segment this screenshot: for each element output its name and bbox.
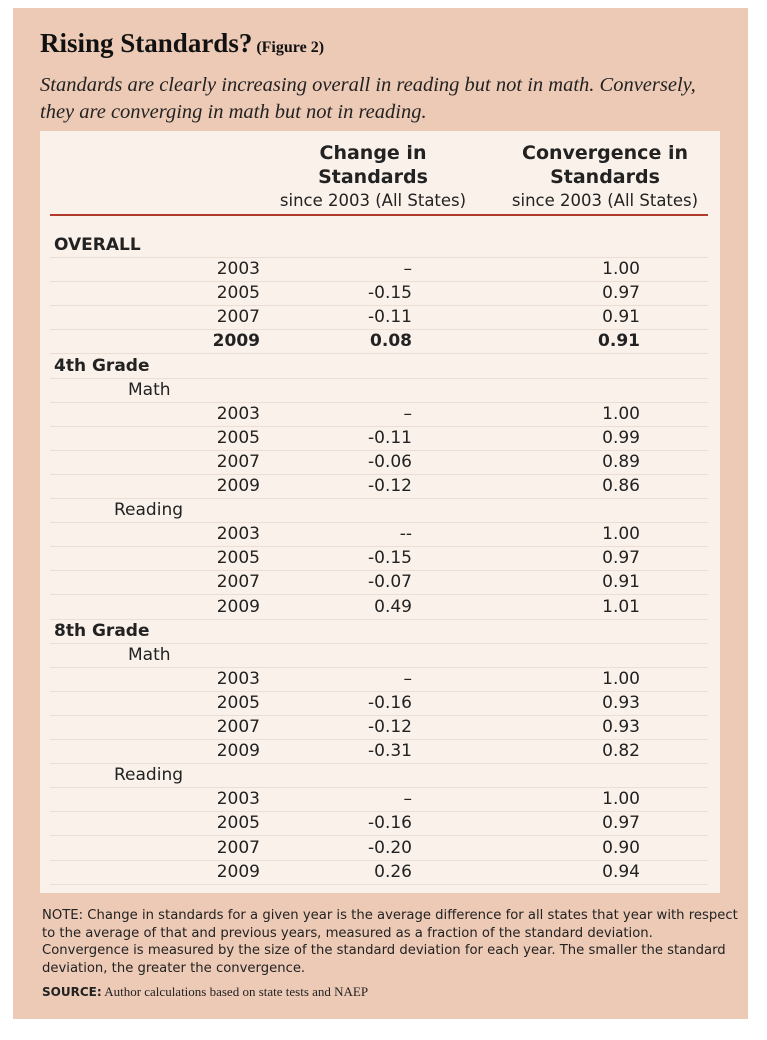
column-header-convergence-subtitle: since 2003 (All States) (511, 191, 699, 210)
table-row (50, 522, 708, 547)
convergence-cell: 0.86 (602, 476, 640, 496)
convergence-cell: 1.00 (602, 668, 640, 689)
year-cell: 2009 (212, 331, 260, 352)
table-row (50, 546, 708, 571)
convergence-cell: 0.82 (602, 741, 640, 762)
change-cell: -- (399, 524, 412, 545)
convergence-cell: 1.00 (602, 789, 640, 810)
table-row (50, 860, 708, 885)
change-cell: -0.06 (368, 451, 412, 472)
table-group-row (50, 233, 708, 258)
change-cell: -0.31 (368, 741, 412, 762)
change-cell: -0.15 (368, 548, 412, 569)
convergence-cell: 0.91 (602, 307, 640, 328)
data-table (40, 131, 720, 893)
column-header-convergence-title: Convergence in Standards (522, 142, 688, 188)
convergence-cell: 0.93 (602, 692, 640, 713)
convergence-cell: 0.91 (602, 572, 640, 593)
table-row (50, 739, 708, 764)
table-row (50, 305, 708, 330)
convergence-cell: 0.89 (602, 451, 640, 472)
year-cell: 2003 (216, 403, 260, 424)
column-header-convergence (500, 141, 710, 213)
year-cell: 2007 (216, 307, 260, 328)
figure-note: NOTE: Change in standards for a given year is the average difference for all states that year with respect to the average of that and previous years, measured as a fraction of the standard deviation. Convergence is measured by the size of the standard deviation for each year. The smaller the standard deviation, the greater the convergence. (42, 908, 738, 976)
figure-source (42, 984, 742, 1000)
year-cell: 2003 (216, 789, 260, 810)
convergence-cell: 0.93 (602, 717, 640, 737)
table-group-row (50, 354, 708, 379)
column-header-change-subtitle: since 2003 (All States) (279, 191, 467, 210)
table-row (50, 715, 708, 740)
year-cell: 2005 (216, 548, 260, 569)
change-cell: -0.07 (368, 572, 412, 593)
year-cell: 2009 (216, 596, 260, 617)
source-label: SOURCE: (42, 985, 102, 999)
year-cell: 2005 (216, 427, 260, 448)
year-cell: 2009 (216, 741, 260, 762)
change-cell: 0.49 (374, 596, 412, 617)
change-cell: -0.16 (368, 813, 412, 834)
change-cell: -0.16 (368, 692, 412, 713)
convergence-cell: 0.99 (602, 427, 640, 448)
convergence-cell: 0.90 (602, 837, 640, 858)
change-cell: -0.12 (368, 476, 412, 496)
column-header-change (268, 141, 478, 213)
convergence-cell: 0.97 (602, 813, 640, 834)
table-row (50, 474, 708, 499)
table-group-row (50, 643, 708, 668)
change-cell: -0.12 (368, 717, 412, 737)
table-group-row (50, 498, 708, 523)
table-row (50, 787, 708, 812)
year-cell: 2003 (216, 524, 260, 545)
convergence-cell: 1.00 (602, 524, 640, 545)
table-row (50, 426, 708, 451)
section-label: 8th Grade (54, 620, 150, 641)
convergence-cell: 0.97 (602, 548, 640, 569)
figure-title (40, 28, 324, 59)
convergence-cell: 1.01 (602, 596, 640, 617)
convergence-cell: 0.97 (602, 283, 640, 304)
year-cell: 2007 (216, 572, 260, 593)
year-cell: 2009 (216, 476, 260, 496)
change-cell: -0.15 (368, 283, 412, 304)
figure-card (13, 8, 748, 1019)
subsection-label: Reading (114, 500, 184, 521)
subsection-label: Math (128, 644, 171, 665)
table-group-row (50, 763, 708, 788)
table-row (50, 257, 708, 282)
table-row (50, 402, 708, 427)
change-cell: -0.11 (368, 427, 412, 448)
table-row (50, 811, 708, 836)
convergence-cell: 1.00 (602, 403, 640, 424)
change-cell: -0.20 (368, 837, 412, 858)
change-cell: – (403, 403, 412, 424)
year-cell: 2005 (216, 692, 260, 713)
convergence-cell: 0.94 (602, 861, 640, 882)
year-cell: 2007 (216, 837, 260, 858)
section-label: 4th Grade (54, 355, 150, 376)
change-cell: -0.11 (368, 307, 412, 328)
year-cell: 2007 (216, 451, 260, 472)
table-group-row (50, 378, 708, 403)
table-row (50, 570, 708, 595)
table-row (50, 691, 708, 716)
table-group-row (50, 619, 708, 644)
figure-number: (Figure 2) (256, 39, 325, 56)
year-cell: 2005 (216, 283, 260, 304)
convergence-cell: 1.00 (602, 259, 640, 280)
change-cell: – (403, 259, 412, 280)
year-cell: 2003 (216, 668, 260, 689)
table-row (50, 836, 708, 861)
change-cell: 0.26 (374, 861, 412, 882)
change-cell: 0.08 (370, 331, 412, 352)
table-row (50, 667, 708, 692)
subsection-label: Reading (114, 765, 184, 786)
section-label: OVERALL (54, 235, 141, 255)
header-divider (50, 214, 708, 216)
year-cell: 2005 (216, 813, 260, 834)
change-cell: – (403, 789, 412, 810)
column-header-change-title: Change in Standards (318, 142, 428, 188)
change-cell: – (403, 668, 412, 689)
table-row (50, 450, 708, 475)
subsection-label: Math (128, 379, 171, 400)
year-cell: 2003 (216, 259, 260, 280)
table-row (50, 595, 708, 620)
table-row (50, 281, 708, 306)
figure-subtitle: Standards are clearly increasing overall in reading but not in math. Conversely, they are converging in math but not in reading. (40, 74, 696, 123)
source-text: Author calculations based on state tests and NAEP (104, 984, 369, 999)
year-cell: 2009 (216, 861, 260, 882)
table-row (50, 329, 708, 354)
year-cell: 2007 (216, 717, 260, 737)
convergence-cell: 0.91 (598, 331, 640, 352)
figure-title-text: Rising Standards? (40, 28, 253, 58)
